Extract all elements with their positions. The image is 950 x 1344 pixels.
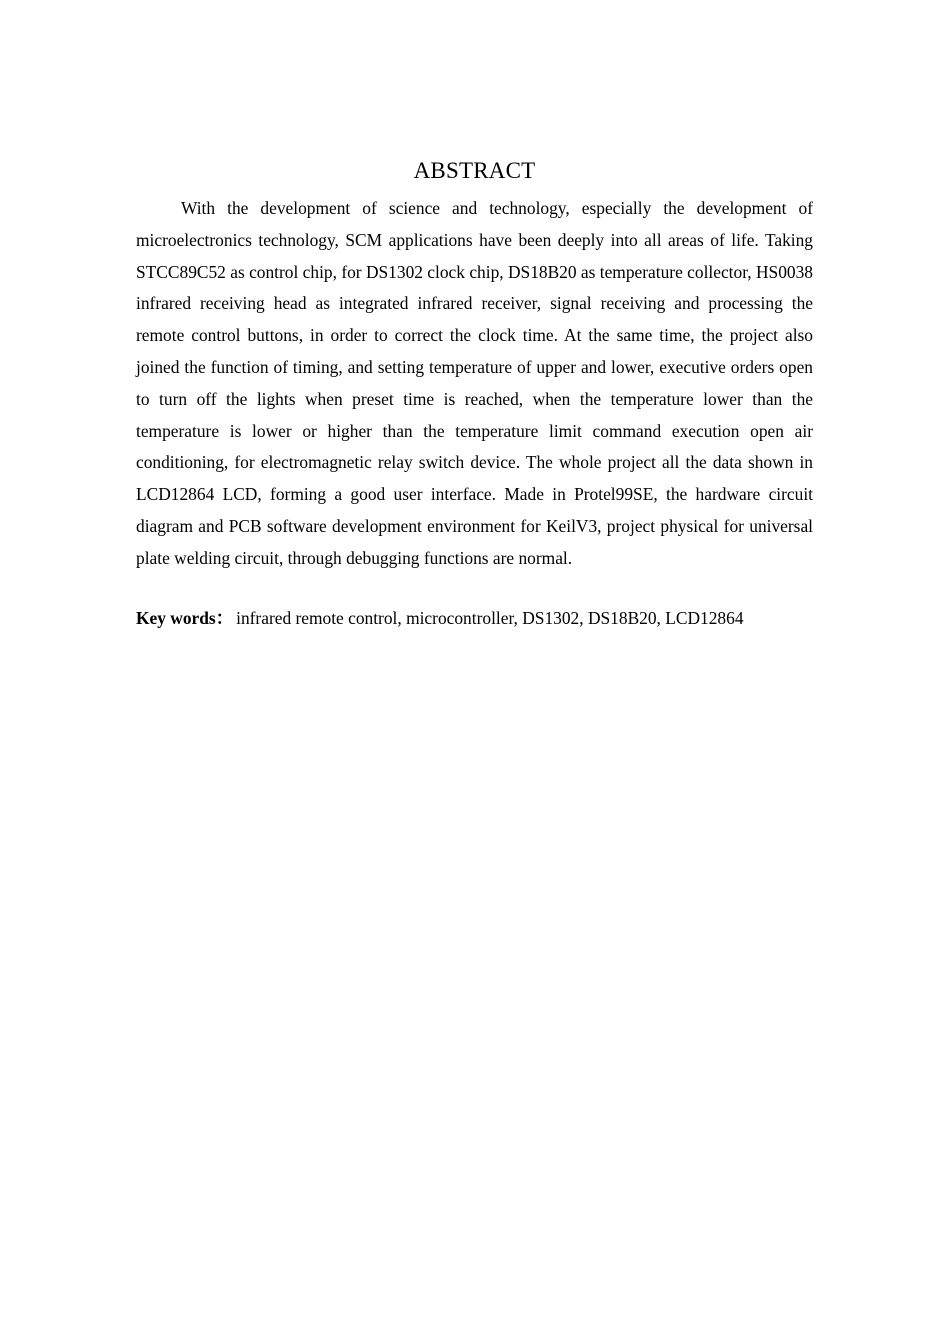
keywords-label: Key words bbox=[136, 607, 216, 628]
keywords-separator: ： bbox=[215, 607, 234, 628]
keywords-values: infrared remote control, microcontroller, DS1302, DS18B20, LCD12864 bbox=[236, 607, 744, 628]
abstract-title: ABSTRACT bbox=[413, 158, 536, 183]
keywords-line bbox=[136, 603, 813, 635]
abstract-body: With the development of science and technology, especially the development of microelectronics technology, SCM applications have been deeply into all areas of life. Taking STCC89C52 as control chip, for DS1302 clock chip, DS18B20 as temperature collector, HS0038 infrared receiving head as integrated infrared receiver, signal receiving and processing the remote control buttons, in order to correct the clock time. At the same time, the project also joined the function of timing, and setting temperature of upper and lower, executive orders open to turn off the lights when preset time is reached, when the temperature lower than the temperature is lower or higher than the temperature limit command execution open air conditioning, for electromagnetic relay switch device. The whole project all the data shown in LCD12864 LCD, forming a good user interface. Made in Protel99SE, the hardware circuit diagram and PCB software development environment for KeilV3, project physical for universal plate welding circuit, through debugging functions are normal. bbox=[136, 198, 813, 568]
abstract-section bbox=[136, 155, 813, 634]
